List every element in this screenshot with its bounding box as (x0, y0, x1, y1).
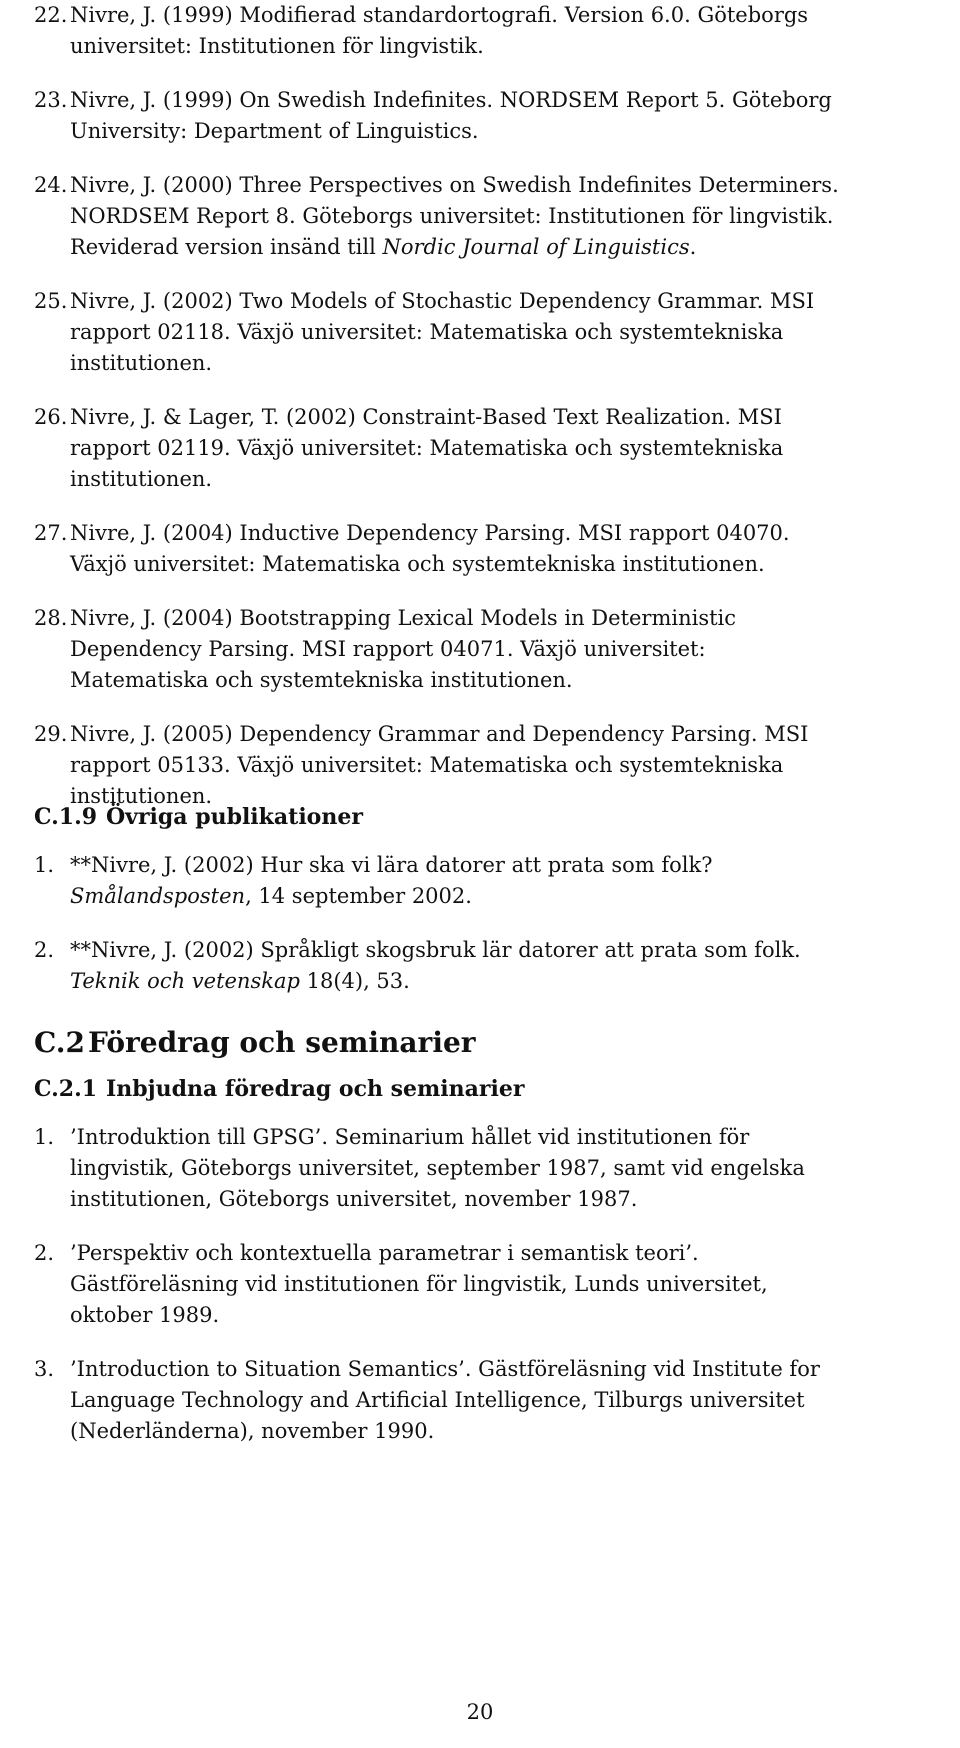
invited-talks-list (34, 1122, 934, 1470)
item-number: 25. (34, 289, 68, 313)
list-item (34, 1122, 934, 1215)
list-item (34, 1238, 934, 1331)
item-line: institutionen. (70, 467, 213, 491)
item-line: University: Department of Linguistics. (70, 119, 479, 143)
item-line: ’Introduction to Situation Semantics’. Gästföreläsning vid Institute for (70, 1357, 820, 1381)
item-text (70, 1354, 934, 1447)
item-line: universitet: Institutionen för lingvistik. (70, 34, 484, 58)
list-item (34, 850, 934, 912)
publication-title: Teknik och vetenskap (70, 969, 300, 993)
item-line: Nivre, J. & Lager, T. (2002) Constraint-Based Text Realization. MSI (70, 405, 782, 429)
item-number: 27. (34, 521, 68, 545)
item-number: 26. (34, 405, 68, 429)
item-line: Nivre, J. (1999) On Swedish Indefinites. NORDSEM Report 5. Göteborg (70, 88, 832, 112)
item-line: **Nivre, J. (2002) Språkligt skogsbruk lär datorer att prata som folk. (70, 938, 801, 962)
item-text (70, 170, 934, 263)
list-item (34, 719, 934, 812)
item-line: rapport 02119. Växjö universitet: Matematiska och systemtekniska (70, 436, 784, 460)
item-line: Nivre, J. (2002) Two Models of Stochastic Dependency Grammar. MSI (70, 289, 815, 313)
item-text (70, 0, 934, 62)
journal-title: Nordic Journal of Linguistics (382, 235, 690, 259)
item-text-segment: 18(4), 53. (299, 969, 410, 993)
item-text-segment: Reviderad version insänd till (70, 235, 383, 259)
item-line: rapport 05133. Växjö universitet: Matematiska och systemtekniska (70, 753, 784, 777)
item-text (70, 935, 934, 997)
page-number: 20 (466, 1700, 494, 1724)
item-line (70, 966, 934, 997)
item-line (70, 232, 934, 263)
item-number: 2. (34, 1241, 55, 1265)
list-item (34, 935, 934, 997)
item-text (70, 85, 934, 147)
item-text (70, 1238, 934, 1331)
item-number: 1. (34, 853, 55, 877)
item-text (70, 603, 934, 696)
item-line: institutionen. (70, 351, 213, 375)
item-number: 29. (34, 722, 68, 746)
item-line: institutionen, Göteborgs universitet, november 1987. (70, 1187, 638, 1211)
section-number: C.2 (34, 1026, 86, 1059)
section-title: Föredrag och seminarier (88, 1026, 476, 1059)
item-text (70, 850, 934, 912)
item-number: 28. (34, 606, 68, 630)
item-number: 3. (34, 1357, 55, 1381)
item-line: NORDSEM Report 8. Göteborgs universitet: Institutionen för lingvistik. (70, 204, 834, 228)
item-text-segment: , 14 september 2002. (245, 884, 472, 908)
subsection-heading-c19 (34, 802, 363, 832)
item-line: Nivre, J. (2004) Inductive Dependency Parsing. MSI rapport 04070. (70, 521, 790, 545)
item-line: Nivre, J. (2000) Three Perspectives on Swedish Indefinites Determiners. (70, 173, 839, 197)
list-item (34, 603, 934, 696)
publication-title: Smålandsposten (70, 884, 246, 908)
item-line: Gästföreläsning vid institutionen för lingvistik, Lunds universitet, (70, 1272, 768, 1296)
item-number: 1. (34, 1125, 55, 1149)
item-text (70, 402, 934, 495)
other-publications-list (34, 850, 934, 1020)
item-line: Dependency Parsing. MSI rapport 04071. Växjö universitet: (70, 637, 706, 661)
subsection-title: Inbjudna föredrag och seminarier (106, 1076, 525, 1102)
list-item (34, 518, 934, 580)
item-line: lingvistik, Göteborgs universitet, september 1987, samt vid engelska (70, 1156, 805, 1180)
item-number: 22. (34, 3, 68, 27)
item-text (70, 518, 934, 580)
item-line: oktober 1989. (70, 1303, 220, 1327)
subsection-number: C.1.9 (34, 804, 98, 830)
item-line: ’Introduktion till GPSG’. Seminarium hållet vid institutionen för (70, 1125, 750, 1149)
item-text (70, 286, 934, 379)
list-item (34, 170, 934, 263)
item-line (70, 881, 934, 912)
section-heading-c2 (34, 1026, 476, 1060)
item-number: 2. (34, 938, 55, 962)
item-line: Nivre, J. (1999) Modifierad standardortografi. Version 6.0. Göteborgs (70, 3, 809, 27)
list-item (34, 1354, 934, 1447)
subsection-heading-c21 (34, 1074, 524, 1104)
item-line: institutionen. (70, 784, 213, 808)
list-item (34, 0, 934, 62)
item-line: ’Perspektiv och kontextuella parametrar i semantisk teori’. (70, 1241, 699, 1265)
list-item (34, 402, 934, 495)
item-text-segment: . (689, 235, 697, 259)
report-list (34, 0, 934, 835)
item-line: rapport 02118. Växjö universitet: Matematiska och systemtekniska (70, 320, 784, 344)
item-line: Language Technology and Artificial Intelligence, Tilburgs universitet (70, 1388, 805, 1412)
list-item (34, 286, 934, 379)
item-number: 23. (34, 88, 68, 112)
item-line: Växjö universitet: Matematiska och systemtekniska institutionen. (70, 552, 765, 576)
item-number: 24. (34, 173, 68, 197)
item-text (70, 719, 934, 812)
item-line: (Nederländerna), november 1990. (70, 1419, 435, 1443)
subsection-title: Övriga publikationer (106, 804, 363, 830)
item-line: Nivre, J. (2004) Bootstrapping Lexical Models in Deterministic (70, 606, 737, 630)
subsection-number: C.2.1 (34, 1076, 98, 1102)
item-line: Nivre, J. (2005) Dependency Grammar and Dependency Parsing. MSI (70, 722, 809, 746)
list-item (34, 85, 934, 147)
item-line: **Nivre, J. (2002) Hur ska vi lära datorer att prata som folk? (70, 853, 713, 877)
item-text (70, 1122, 934, 1215)
item-line: Matematiska och systemtekniska institutionen. (70, 668, 573, 692)
